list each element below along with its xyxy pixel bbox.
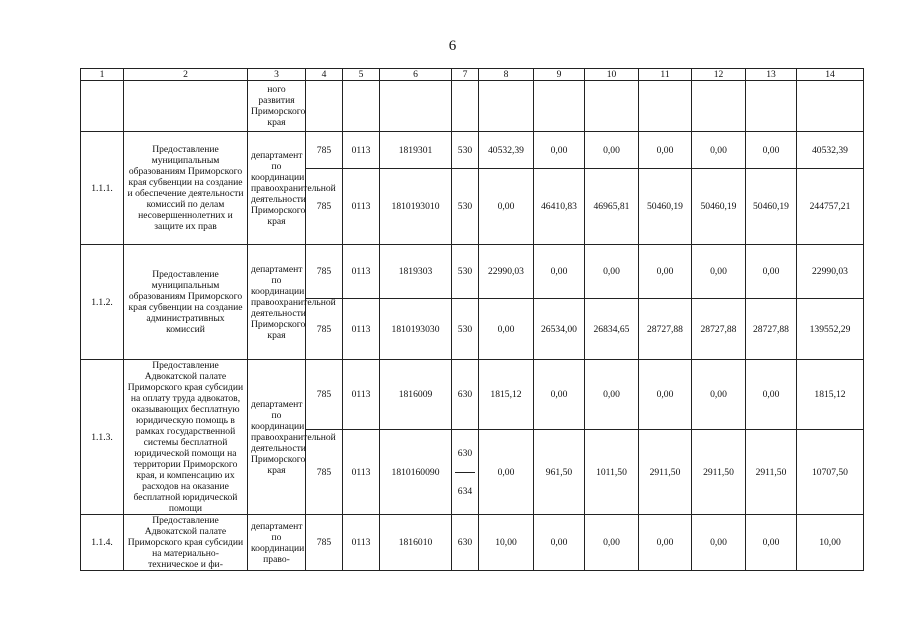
expense-type-code: 530 xyxy=(452,245,479,299)
value-col-12: 2911,50 xyxy=(692,430,746,515)
value-col-13: 0,00 xyxy=(746,515,797,571)
section-code: 0113 xyxy=(343,169,380,245)
expense-type-code: 530 xyxy=(452,169,479,245)
column-number-row xyxy=(81,69,864,81)
item-code: 1.1.4. xyxy=(81,515,124,571)
item-executor: департамент по координации правоохранительной деятельности Приморского края xyxy=(248,132,306,245)
value-col-14: 1815,12 xyxy=(797,360,864,430)
value-col-10: 46965,81 xyxy=(585,169,639,245)
value-col-12: 28727,88 xyxy=(692,299,746,360)
continuation-executor-cell: ного развития Приморского края xyxy=(248,81,306,132)
column-number-14: 14 xyxy=(797,69,864,81)
target-article-code: 1810160090 xyxy=(380,430,452,515)
section-code: 0113 xyxy=(343,299,380,360)
value-col-8: 10,00 xyxy=(479,515,534,571)
value-col-10: 0,00 xyxy=(585,132,639,169)
value-col-9: 46410,83 xyxy=(534,169,585,245)
continuation-row xyxy=(81,81,864,132)
grbs-code: 785 xyxy=(306,515,343,571)
target-article-code: 1810193010 xyxy=(380,169,452,245)
value-col-10: 0,00 xyxy=(585,515,639,571)
value-col-9: 961,50 xyxy=(534,430,585,515)
page-number: 6 xyxy=(448,38,457,54)
item-code: 1.1.2. xyxy=(81,245,124,360)
expense-type-code-part: 630 xyxy=(457,447,473,459)
budget-table xyxy=(80,68,864,571)
value-col-14: 22990,03 xyxy=(797,245,864,299)
value-col-14: 40532,39 xyxy=(797,132,864,169)
section-code: 0113 xyxy=(343,245,380,299)
item-code: 1.1.1. xyxy=(81,132,124,245)
item-title: Предоставление муниципальным образованиям Приморского края субвенции на создание и обеспечение деятельности комиссий по делам несовершеннолетних и защите их прав xyxy=(124,132,248,245)
item-executor: департамент по координации правоохранительной деятельности Приморского края xyxy=(248,245,306,360)
grbs-code: 785 xyxy=(306,132,343,169)
section-code: 0113 xyxy=(343,430,380,515)
continuation-code-cell xyxy=(81,81,124,132)
target-article-code: 1819301 xyxy=(380,132,452,169)
value-col-10: 0,00 xyxy=(585,360,639,430)
budget-row xyxy=(81,360,864,430)
value-col-12: 0,00 xyxy=(692,515,746,571)
value-col-8: 1815,12 xyxy=(479,360,534,430)
value-col-11: 0,00 xyxy=(639,132,692,169)
value-col-13: 0,00 xyxy=(746,132,797,169)
item-title: Предоставление муниципальным образованиям Приморского края субвенции на создание административных комиссий xyxy=(124,245,248,360)
column-number-1: 1 xyxy=(81,69,124,81)
target-article-code: 1819303 xyxy=(380,245,452,299)
grbs-code: 785 xyxy=(306,299,343,360)
column-number-7: 7 xyxy=(452,69,479,81)
value-col-9: 0,00 xyxy=(534,360,585,430)
target-article-code: 1816010 xyxy=(380,515,452,571)
budget-row xyxy=(81,515,864,571)
column-number-13: 13 xyxy=(746,69,797,81)
value-col-9: 0,00 xyxy=(534,515,585,571)
column-number-9: 9 xyxy=(534,69,585,81)
value-col-14: 10707,50 xyxy=(797,430,864,515)
value-col-13: 0,00 xyxy=(746,360,797,430)
item-executor: департамент по координации правоохранительной деятельности Приморского края xyxy=(248,360,306,515)
value-col-10: 0,00 xyxy=(585,245,639,299)
expense-type-code: 530 xyxy=(452,299,479,360)
value-col-14: 10,00 xyxy=(797,515,864,571)
budget-row xyxy=(81,132,864,169)
section-code: 0113 xyxy=(343,132,380,169)
continuation-title-cell xyxy=(124,81,248,132)
value-col-11: 0,00 xyxy=(639,515,692,571)
expense-type-code: 530 xyxy=(452,132,479,169)
expense-type-code-part: 634 xyxy=(455,472,475,510)
value-col-8: 40532,39 xyxy=(479,132,534,169)
value-col-13: 2911,50 xyxy=(746,430,797,515)
value-col-11: 0,00 xyxy=(639,245,692,299)
value-col-9: 0,00 xyxy=(534,245,585,299)
column-number-12: 12 xyxy=(692,69,746,81)
value-col-14: 139552,29 xyxy=(797,299,864,360)
value-col-9: 0,00 xyxy=(534,132,585,169)
value-col-13: 50460,19 xyxy=(746,169,797,245)
item-title: Предоставление Адвокатской палате Приморского края субсидии на оплату труда адвокатов, оказывающих бесплатную юридическую помощь в рамках государственной системы бесплатной юридической помощи на территории Приморского края, и компенсацию их расходов на оказание бесплатной юридической помощи xyxy=(124,360,248,515)
column-number-4: 4 xyxy=(306,69,343,81)
item-executor: департамент по координации право- xyxy=(248,515,306,571)
column-number-8: 8 xyxy=(479,69,534,81)
value-col-12: 0,00 xyxy=(692,360,746,430)
value-col-11: 0,00 xyxy=(639,360,692,430)
value-col-8: 0,00 xyxy=(479,299,534,360)
value-col-8: 0,00 xyxy=(479,169,534,245)
budget-row xyxy=(81,245,864,299)
grbs-code: 785 xyxy=(306,430,343,515)
item-code: 1.1.3. xyxy=(81,360,124,515)
grbs-code: 785 xyxy=(306,360,343,430)
section-code: 0113 xyxy=(343,360,380,430)
expense-type-code xyxy=(452,430,479,515)
value-col-12: 0,00 xyxy=(692,132,746,169)
value-col-10: 26834,65 xyxy=(585,299,639,360)
value-col-12: 50460,19 xyxy=(692,169,746,245)
column-number-2: 2 xyxy=(124,69,248,81)
value-col-13: 28727,88 xyxy=(746,299,797,360)
value-col-10: 1011,50 xyxy=(585,430,639,515)
column-number-6: 6 xyxy=(380,69,452,81)
value-col-9: 26534,00 xyxy=(534,299,585,360)
value-col-8: 22990,03 xyxy=(479,245,534,299)
value-col-13: 0,00 xyxy=(746,245,797,299)
grbs-code: 785 xyxy=(306,245,343,299)
value-col-8: 0,00 xyxy=(479,430,534,515)
target-article-code: 1816009 xyxy=(380,360,452,430)
value-col-14: 244757,21 xyxy=(797,169,864,245)
expense-type-code: 630 xyxy=(452,515,479,571)
grbs-code: 785 xyxy=(306,169,343,245)
column-number-5: 5 xyxy=(343,69,380,81)
column-number-10: 10 xyxy=(585,69,639,81)
expense-type-code: 630 xyxy=(452,360,479,430)
column-number-11: 11 xyxy=(639,69,692,81)
value-col-12: 0,00 xyxy=(692,245,746,299)
value-col-11: 28727,88 xyxy=(639,299,692,360)
value-col-11: 2911,50 xyxy=(639,430,692,515)
section-code: 0113 xyxy=(343,515,380,571)
column-number-3: 3 xyxy=(248,69,306,81)
value-col-11: 50460,19 xyxy=(639,169,692,245)
item-title: Предоставление Адвокатской палате Приморского края субсидии на материально-техническое и фи- xyxy=(124,515,248,571)
target-article-code: 1810193030 xyxy=(380,299,452,360)
